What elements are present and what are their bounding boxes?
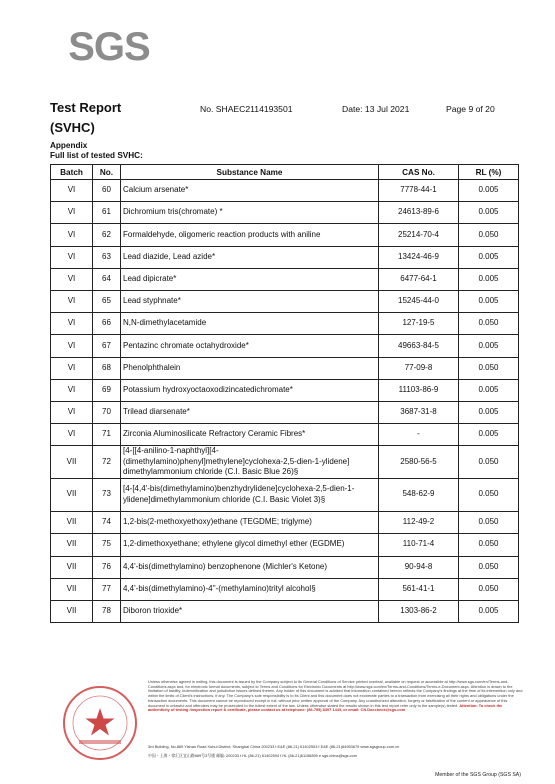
cell-cas: 25214-70-4: [379, 224, 459, 246]
cell-substance: N,N-dimethylacetamide: [121, 313, 379, 335]
table-row: [51, 246, 519, 268]
cell-no: 72: [93, 446, 121, 479]
report-number: No. SHAEC2114193501: [200, 104, 293, 114]
table-row: [51, 446, 519, 479]
address-chinese: 中国・上海・徐汇区宜山路889号3号楼 邮编: 200233 t HL (86-21) 61402594 f HL (86-21)61156899 e sgs.china@sgs.com: [148, 752, 358, 758]
page-footer: [55, 680, 523, 780]
report-header: [50, 100, 510, 135]
cell-cas: 77-09-8: [379, 357, 459, 379]
cell-substance: 4,4'-bis(dimethylamino) benzophenone (Michler's Ketone): [121, 556, 379, 578]
cell-rl: 0.005: [459, 268, 519, 290]
table-row: [51, 511, 519, 533]
cell-no: 68: [93, 357, 121, 379]
cell-no: 66: [93, 313, 121, 335]
cell-batch: VI: [51, 313, 93, 335]
cell-rl: 0.050: [459, 313, 519, 335]
cell-rl: 0.050: [459, 357, 519, 379]
cell-substance: Pentazinc chromate octahydroxide*: [121, 335, 379, 357]
cell-substance: Phenolphthalein: [121, 357, 379, 379]
cell-cas: -: [379, 424, 459, 446]
cell-rl: 0.005: [459, 379, 519, 401]
cell-cas: 11103-86-9: [379, 379, 459, 401]
report-date: Date: 13 Jul 2021: [342, 104, 410, 114]
column-header-substance: Substance Name: [121, 165, 379, 180]
cell-cas: 561-41-1: [379, 578, 459, 600]
cell-substance: 1,2-bis(2-methoxyethoxy)ethane (TEGDME; triglyme): [121, 511, 379, 533]
cell-substance: Lead dipicrate*: [121, 268, 379, 290]
cell-batch: VII: [51, 578, 93, 600]
cell-batch: VI: [51, 401, 93, 423]
table-header-row: [51, 165, 519, 180]
table-row: [51, 335, 519, 357]
svhc-table: [50, 164, 519, 623]
cell-batch: VII: [51, 479, 93, 512]
cell-batch: VI: [51, 268, 93, 290]
cell-no: 71: [93, 424, 121, 446]
table-row: [51, 578, 519, 600]
red-seal-icon: [61, 684, 139, 762]
cell-cas: 110-71-4: [379, 533, 459, 556]
table-row: [51, 401, 519, 423]
cell-cas: 13424-46-9: [379, 246, 459, 268]
table-row: [51, 556, 519, 578]
cell-rl: 0.005: [459, 335, 519, 357]
table-row: [51, 600, 519, 622]
cell-batch: VII: [51, 511, 93, 533]
cell-rl: 0.050: [459, 224, 519, 246]
cell-no: 74: [93, 511, 121, 533]
cell-rl: 0.005: [459, 202, 519, 224]
appendix-label: Appendix: [50, 141, 88, 150]
sgs-logo-icon: [68, 22, 150, 68]
column-header-no: No.: [93, 165, 121, 180]
sgs-membership: Member of the SGS Group (SGS SA): [435, 772, 521, 778]
cell-substance: Trilead diarsenate*: [121, 401, 379, 423]
cell-no: 75: [93, 533, 121, 556]
table-row: [51, 379, 519, 401]
address-english: 3rd Building, No.889 Yishan Road Xuhui District, Shanghai China 200233 t E&E (86-21) 61402553 f E&E (86-21)64953679 www.sgsgroup.com.cn: [148, 744, 400, 749]
cell-no: 76: [93, 556, 121, 578]
company-address: [148, 743, 523, 760]
column-header-rl: RL (%): [459, 165, 519, 180]
page-indicator: Page 9 of 20: [446, 104, 495, 114]
cell-cas: 127-19-5: [379, 313, 459, 335]
cell-rl: 0.005: [459, 290, 519, 312]
cell-batch: VI: [51, 246, 93, 268]
cell-cas: 112-49-2: [379, 511, 459, 533]
cell-batch: VI: [51, 202, 93, 224]
cell-cas: 15245-44-0: [379, 290, 459, 312]
legal-disclaimer: [148, 680, 523, 738]
cell-cas: 90-94-8: [379, 556, 459, 578]
table-row: [51, 313, 519, 335]
appendix-heading: [50, 141, 143, 161]
cell-no: 62: [93, 224, 121, 246]
table-row: [51, 290, 519, 312]
column-header-cas: CAS No.: [379, 165, 459, 180]
cell-rl: 0.050: [459, 511, 519, 533]
cell-substance: [4-[4,4'-bis(dimethylamino)benzhydrylidene]cyclohexa-2,5-dien-1-ylidene]dimethylammonium chloride (C.I. Basic Violet 3)§: [121, 479, 379, 512]
cell-substance: Zirconia Aluminosilicate Refractory Ceramic Fibres*: [121, 424, 379, 446]
cell-batch: VI: [51, 379, 93, 401]
cell-substance: Calcium arsenate*: [121, 180, 379, 202]
cell-batch: VI: [51, 224, 93, 246]
cell-cas: 2580-56-5: [379, 446, 459, 479]
cell-cas: 24613-89-6: [379, 202, 459, 224]
cell-batch: VI: [51, 357, 93, 379]
table-row: [51, 424, 519, 446]
appendix-subtitle: Full list of tested SVHC:: [50, 151, 143, 160]
cell-rl: 0.005: [459, 424, 519, 446]
report-title: Test Report: [50, 100, 122, 115]
cell-rl: 0.050: [459, 479, 519, 512]
cell-batch: VI: [51, 180, 93, 202]
cell-no: 77: [93, 578, 121, 600]
cell-substance: Lead styphnate*: [121, 290, 379, 312]
table-row: [51, 180, 519, 202]
column-header-batch: Batch: [51, 165, 93, 180]
table-row: [51, 202, 519, 224]
cell-cas: 6477-64-1: [379, 268, 459, 290]
cell-no: 73: [93, 479, 121, 512]
cell-rl: 0.050: [459, 556, 519, 578]
table-row: [51, 479, 519, 512]
cell-rl: 0.050: [459, 446, 519, 479]
cell-no: 65: [93, 290, 121, 312]
cell-substance: 1,2-dimethoxyethane; ethylene glycol dimethyl ether (EGDME): [121, 533, 379, 556]
cell-rl: 0.005: [459, 401, 519, 423]
cell-batch: VII: [51, 556, 93, 578]
cell-no: 61: [93, 202, 121, 224]
cell-no: 70: [93, 401, 121, 423]
cell-no: 63: [93, 246, 121, 268]
cell-substance: Dichromium tris(chromate) *: [121, 202, 379, 224]
table-row: [51, 224, 519, 246]
cell-rl: 0.005: [459, 600, 519, 622]
cell-cas: 49663-84-5: [379, 335, 459, 357]
sgs-logo-text: SGS: [68, 25, 150, 68]
disclaimer-text: Unless otherwise agreed in writing, this document is issued by the Company subject to its General Conditions of Service printed overleaf, available on request or accessible at http://www.sgs.com/en/Terms-and-Conditions.aspx and, for electronic format documents, subject to Terms and Conditions for Electronic Documents at http://www.sgs.com/en/Terms-and-Conditions/Terms-e-Document.aspx. Attention is drawn to the limitation of liability, indemnification and jurisdiction issues defined therein. Any holder of this document is advised that information contained hereon reflects the Company's findings at the time of its intervention only and within the limits of Client's instructions, if any. The Company's sole responsibility is to its Client and this document does not exonerate parties to a transaction from exercising all their rights and obligations under the transaction documents. This document cannot be reproduced except in full, without prior written approval of the Company. Any unauthorized alteration, forgery or falsification of the content or appearance of this document is unlawful and offenders may be prosecuted to the fullest extent of the law. Unless otherwise stated the results shown in this test report refer only to the sample(s) tested.: [148, 680, 523, 708]
cell-batch: VII: [51, 446, 93, 479]
cell-rl: 0.050: [459, 533, 519, 556]
table-row: [51, 357, 519, 379]
cell-batch: VI: [51, 335, 93, 357]
cell-substance: Potassium hydroxyoctaoxodizincatedichromate*: [121, 379, 379, 401]
cell-batch: VI: [51, 424, 93, 446]
authenticity-notice: Attention: To check the authenticity of testing /inspection report & certificate, please contact us at telephone: (86-755) 8307 1443, or email: CN.Doccheck@sgs.com: [148, 702, 503, 713]
cell-substance: Formaldehyde, oligomeric reaction products with aniline: [121, 224, 379, 246]
cell-batch: VII: [51, 533, 93, 556]
cell-substance: Diboron trioxide*: [121, 600, 379, 622]
sgs-logo: [68, 22, 150, 68]
cell-rl: 0.050: [459, 578, 519, 600]
cell-rl: 0.005: [459, 180, 519, 202]
report-subtitle: (SVHC): [50, 120, 95, 135]
table-row: [51, 533, 519, 556]
cell-substance: Lead diazide, Lead azide*: [121, 246, 379, 268]
company-stamp: [61, 684, 139, 762]
table-row: [51, 268, 519, 290]
cell-substance: [4-[[4-anilino-1-naphthyl][4-(dimethylamino)phenyl]methylene]cyclohexa-2,5-dien-1-ylidene] dimethylammonium chloride (C.I. Basic Blue 26)§: [121, 446, 379, 479]
cell-no: 69: [93, 379, 121, 401]
cell-no: 78: [93, 600, 121, 622]
cell-batch: VII: [51, 600, 93, 622]
cell-cas: 3687-31-8: [379, 401, 459, 423]
cell-rl: 0.005: [459, 246, 519, 268]
cell-no: 60: [93, 180, 121, 202]
cell-cas: 548-62-9: [379, 479, 459, 512]
cell-no: 67: [93, 335, 121, 357]
cell-cas: 7778-44-1: [379, 180, 459, 202]
cell-substance: 4,4'-bis(dimethylamino)-4''-(methylamino)trityl alcohol§: [121, 578, 379, 600]
cell-batch: VI: [51, 290, 93, 312]
cell-cas: 1303-86-2: [379, 600, 459, 622]
cell-no: 64: [93, 268, 121, 290]
